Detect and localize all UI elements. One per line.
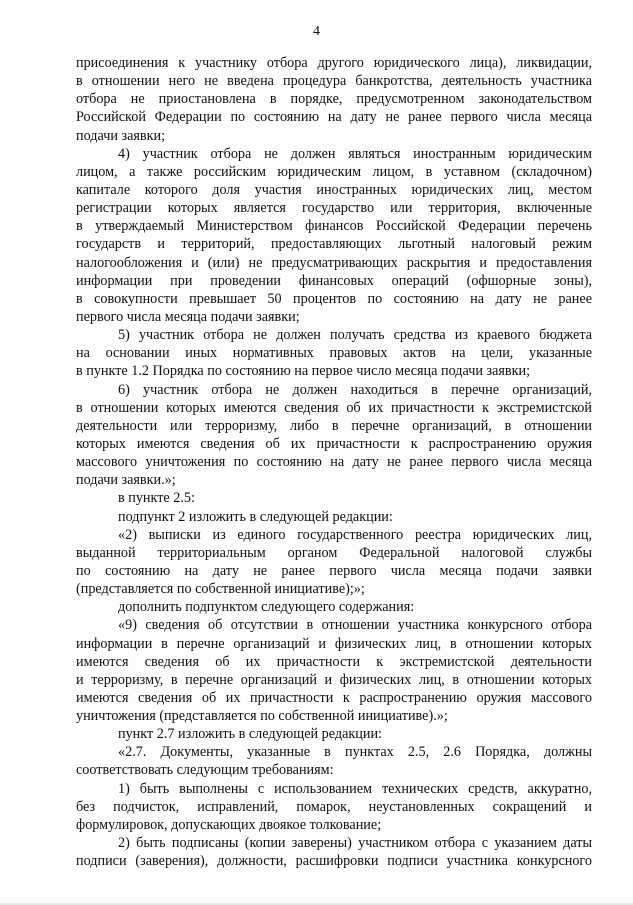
text-line: имеются сведения об их причастности к распространению оружия массового bbox=[76, 689, 592, 706]
text-line: в отношении которых имеются сведения об их причастности к экстремистской bbox=[76, 399, 592, 416]
text-line: 4) участник отбора не должен являться иностранным юридическим bbox=[118, 145, 592, 162]
text-line: государств и территорий, предоставляющих льготный налоговый режим bbox=[76, 236, 592, 253]
document-body bbox=[76, 54, 592, 870]
paragraph-continuation bbox=[76, 54, 592, 145]
text-line: подачи заявки.»; bbox=[76, 472, 176, 489]
text-line: (представляется по собственной инициативе);»; bbox=[76, 581, 365, 598]
paragraph-add-subpoint-heading bbox=[76, 598, 592, 616]
paragraph-item-6 bbox=[76, 381, 592, 490]
text-line: уничтожения (представляется по собственной инициативе).»; bbox=[76, 708, 448, 725]
paragraph-point-2-5 bbox=[76, 489, 592, 507]
text-line: в пункте 1.2 Порядка по состоянию на первое число месяца подачи заявки; bbox=[76, 363, 531, 380]
text-line: информации при проведении финансовых операций (офшорные зоны), bbox=[76, 272, 592, 289]
text-line: подпункт 2 изложить в следующей редакции: bbox=[118, 508, 393, 525]
text-line: отбора не приостановлена в порядке, предусмотренном законодательством bbox=[76, 91, 592, 108]
text-line: лицом, а также российским юридическим лицом, в уставном (складочном) bbox=[76, 163, 592, 180]
text-line: пункт 2.7 изложить в следующей редакции: bbox=[118, 726, 382, 743]
paragraph-subpoint-2 bbox=[76, 526, 592, 599]
text-line: в отношении него не введена процедура банкротства, деятельность участника bbox=[76, 73, 592, 90]
text-line: и терроризму, в перечне организаций и физических лиц, в отношении которых bbox=[76, 671, 592, 688]
text-line: первого числа месяца подачи заявки; bbox=[76, 308, 300, 325]
text-line: в совокупности превышает 50 процентов по состоянию на дату не ранее bbox=[76, 290, 592, 307]
text-line: налогообложения и (или) не предусматривающих раскрытия и предоставления bbox=[76, 254, 592, 271]
text-line: соответствовать следующим требованиям: bbox=[76, 762, 334, 779]
text-line: подписи (заверения), должности, расшифровки подписи участника конкурсного bbox=[76, 853, 592, 870]
text-line: массового уничтожения по состоянию на дату не ранее первого числа месяца bbox=[76, 454, 592, 471]
text-line: имеются сведения об их причастности к экстремистской деятельности bbox=[76, 653, 592, 670]
text-line: 6) участник отбора не должен находиться в перечне организаций, bbox=[118, 381, 592, 398]
text-line: «9) сведения об отсутствии в отношении участника конкурсного отбора bbox=[118, 617, 592, 634]
text-line: подачи заявки; bbox=[76, 127, 166, 144]
text-line: без подчисток, исправлений, помарок, неустановленных сокращений и bbox=[76, 798, 592, 815]
paragraph-point-2-7 bbox=[76, 743, 592, 779]
paragraph-subpoint-9 bbox=[76, 616, 592, 725]
text-line: в утверждаемый Министерством финансов Российской Федерации перечень bbox=[76, 218, 592, 235]
text-line: формулировок, допускающих двоякое толкование; bbox=[76, 816, 382, 833]
text-line: капитале которого доля участия иностранных юридических лиц, местом bbox=[76, 181, 592, 198]
text-line: «2) выписки из единого государственного реестра юридических лиц, bbox=[118, 526, 592, 543]
text-line: которых имеются сведения об их причастности к распространению оружия bbox=[76, 435, 592, 452]
text-line: регистрации которых является государство или территория, включенные bbox=[76, 200, 592, 217]
text-line: «2.7. Документы, указанные в пунктах 2.5, 2.6 Порядка, должны bbox=[118, 744, 592, 761]
text-line: на основании иных нормативных правовых актов на цели, указанные bbox=[76, 345, 592, 362]
text-line: по состоянию на дату не ранее первого числа месяца подачи заявки bbox=[76, 562, 592, 579]
text-line: 1) быть выполнены с использованием технических средств, аккуратно, bbox=[118, 780, 592, 797]
text-line: выданной территориальным органом Федеральной налоговой службы bbox=[76, 544, 592, 561]
text-line: дополнить подпунктом следующего содержания: bbox=[118, 599, 415, 616]
paragraph-item-5 bbox=[76, 326, 592, 380]
paragraph-requirement-1 bbox=[76, 780, 592, 834]
text-line: 5) участник отбора не должен получать средства из краевого бюджета bbox=[118, 327, 592, 344]
text-line: деятельности или терроризму, либо в перечне организаций, в отношении bbox=[76, 417, 592, 434]
paragraph-subpoint-2-heading bbox=[76, 508, 592, 526]
paragraph-point-2-7-heading bbox=[76, 725, 592, 743]
text-line: 2) быть подписаны (копии заверены) участником отбора с указанием даты bbox=[118, 835, 592, 852]
text-line: информации в перечне организаций и физических лиц, в отношении которых bbox=[76, 635, 592, 652]
page-number: 4 bbox=[313, 24, 320, 39]
text-line: Российской Федерации по состоянию на дату не ранее первого числа месяца bbox=[76, 109, 592, 126]
text-line: присоединения к участнику отбора другого юридического лица), ликвидации, bbox=[76, 55, 592, 71]
text-line: в пункте 2.5: bbox=[118, 490, 195, 507]
paragraph-requirement-2 bbox=[76, 834, 592, 870]
paragraph-item-4 bbox=[76, 145, 592, 326]
